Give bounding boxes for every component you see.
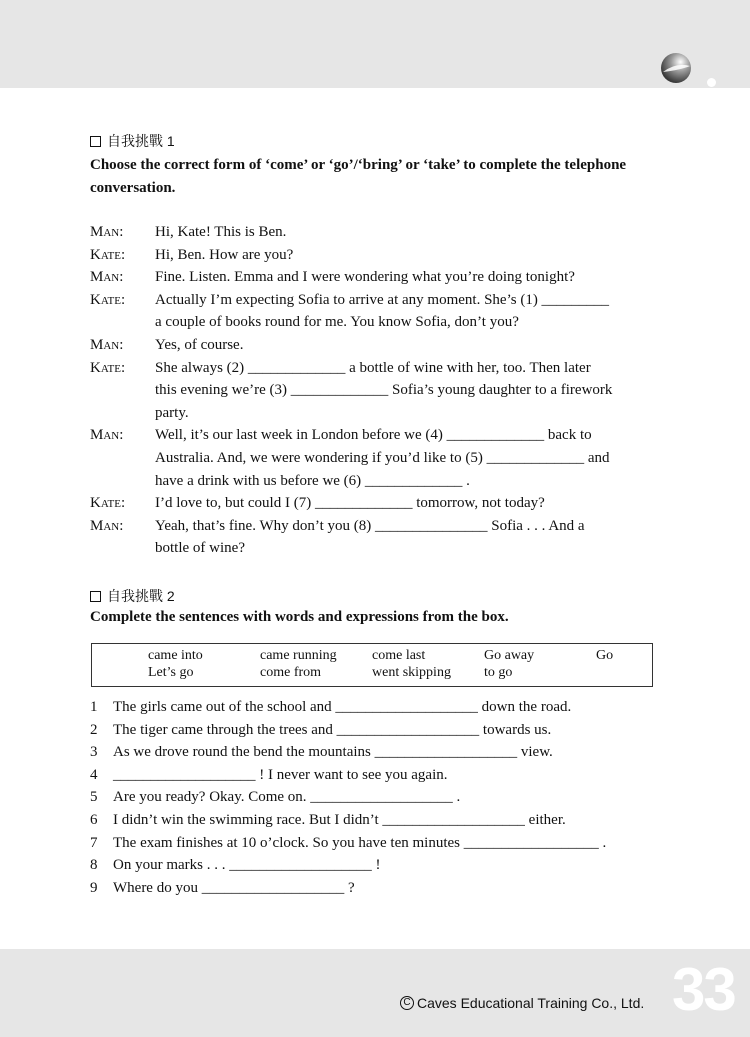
task2-instruction: Complete the sentences with words and expressions from the box. xyxy=(90,609,509,625)
dialogue-line xyxy=(90,402,660,425)
sentence-item xyxy=(90,809,660,832)
sentence-item xyxy=(90,877,660,900)
speaker-label: Kate: xyxy=(90,291,126,308)
sentence-number: 1 xyxy=(90,699,98,715)
speaker-label xyxy=(90,402,155,425)
sentence-text: The girls came out of the school and ___________________ down the road. xyxy=(113,699,572,715)
utterance-text: this evening we’re (3) _____________ Sofia’s young daughter to a firework xyxy=(155,382,613,399)
speaker-label xyxy=(90,447,155,470)
sentence-number: 4 xyxy=(90,766,98,783)
speaker-label: Man: xyxy=(90,269,124,286)
publisher-logo-icon xyxy=(660,52,692,84)
copyright-icon: C xyxy=(400,996,414,1010)
dialogue-line xyxy=(90,447,660,470)
speaker-label: Man: xyxy=(90,517,124,534)
dialogue-line xyxy=(90,515,660,538)
header-band xyxy=(0,0,750,88)
sentence-item xyxy=(90,764,660,787)
sentence-text: The tiger came through the trees and ___________________ towards us. xyxy=(113,721,552,738)
dialogue-line xyxy=(90,334,660,357)
speaker-label: Man: xyxy=(90,224,124,240)
word-box-item: Go xyxy=(596,648,614,663)
sentence-list xyxy=(90,696,660,899)
utterance-text: Hi, Kate! This is Ben. xyxy=(155,224,287,240)
checkbox-icon xyxy=(90,136,101,147)
word-box-item: came running xyxy=(260,648,337,663)
dialogue-line xyxy=(90,424,660,447)
word-box-item: went skipping xyxy=(372,665,451,680)
sentence-item xyxy=(90,719,660,742)
utterance-text: Hi, Ben. How are you? xyxy=(155,246,294,263)
dialogue-line xyxy=(90,266,660,289)
speaker-label: Kate: xyxy=(90,495,126,512)
sentence-number: 7 xyxy=(90,834,98,851)
dialogue-line xyxy=(90,470,660,493)
dialogue-line xyxy=(90,221,660,244)
speaker-label: Kate: xyxy=(90,246,126,263)
utterance-text: I’d love to, but could I (7) _____________ tomorrow, not today? xyxy=(155,495,545,512)
sentence-text: I didn’t win the swimming race. But I didn’t ___________________ either. xyxy=(113,811,566,828)
dialogue-line xyxy=(90,492,660,515)
sentence-text: Are you ready? Okay. Come on. ___________________ . xyxy=(113,789,461,806)
task1-heading xyxy=(90,131,175,151)
task1-instruction: Choose the correct form of ‘come’ or ‘go’/‘bring’ or ‘take’ to complete the telephone conversation. xyxy=(90,157,627,196)
sentence-number: 5 xyxy=(90,789,98,806)
utterance-text: Fine. Listen. Emma and I were wondering what you’re doing tonight? xyxy=(155,269,575,286)
speaker-label xyxy=(90,379,155,402)
speaker-label: Man: xyxy=(90,336,124,353)
dialogue-line xyxy=(90,357,660,380)
utterance-text: a couple of books round for me. You know Sofia, don’t you? xyxy=(155,314,519,331)
sentence-text: Where do you ___________________ ? xyxy=(113,879,355,896)
sentence-text: ___________________ ! I never want to see you again. xyxy=(113,766,448,783)
dialogue-line xyxy=(90,311,660,334)
task2-heading-text: 自我挑戰 2 xyxy=(107,588,175,604)
utterance-text: Well, it’s our last week in London before we (4) _____________ back to xyxy=(155,427,592,444)
sentence-item xyxy=(90,741,660,764)
word-box-item: come last xyxy=(372,648,426,663)
word-box xyxy=(91,643,653,687)
sentence-number: 8 xyxy=(90,857,98,874)
word-box-item: to go xyxy=(484,665,513,680)
speaker-label: Kate: xyxy=(90,359,126,376)
word-box-item: came into xyxy=(148,648,203,663)
sentence-item xyxy=(90,832,660,855)
sentence-number: 3 xyxy=(90,744,98,761)
sentence-number: 6 xyxy=(90,811,98,828)
utterance-text: She always (2) _____________ a bottle of wine with her, too. Then later xyxy=(155,359,591,376)
dialogue-line xyxy=(90,537,660,560)
sentence-item xyxy=(90,696,660,719)
utterance-text: party. xyxy=(155,404,189,421)
task2-heading xyxy=(90,586,175,606)
page-number: 33 xyxy=(672,956,735,1023)
dialogue-line xyxy=(90,289,660,312)
logo-dot xyxy=(707,78,716,87)
dialogue xyxy=(90,221,660,560)
sentence-number: 9 xyxy=(90,879,98,896)
dialogue-line xyxy=(90,379,660,402)
speaker-label xyxy=(90,311,155,334)
utterance-text: Yeah, that’s fine. Why don’t you (8) _______________ Sofia . . . And a xyxy=(155,517,585,534)
utterance-text: have a drink with us before we (6) _____________ . xyxy=(155,472,470,489)
word-box-item: Let’s go xyxy=(148,665,194,680)
sentence-text: On your marks . . . ___________________ ! xyxy=(113,857,381,874)
footer-band xyxy=(0,949,750,1037)
sentence-number: 2 xyxy=(90,721,98,738)
utterance-text: Yes, of course. xyxy=(155,336,244,353)
task1-heading-text: 自我挑戰 1 xyxy=(107,133,175,149)
speaker-label: Man: xyxy=(90,427,124,444)
footer xyxy=(400,995,644,1011)
speaker-label xyxy=(90,537,155,560)
word-box-item: come from xyxy=(260,665,322,680)
sentence-text: The exam finishes at 10 o’clock. So you have ten minutes __________________ . xyxy=(113,834,607,851)
dialogue-line xyxy=(90,244,660,267)
publisher-name: Caves Educational Training Co., Ltd. xyxy=(417,995,645,1011)
utterance-text: bottle of wine? xyxy=(155,540,245,557)
checkbox-icon xyxy=(90,591,101,602)
sentence-item xyxy=(90,786,660,809)
sentence-item xyxy=(90,854,660,877)
word-box-item: Go away xyxy=(484,648,535,663)
utterance-text: Actually I’m expecting Sofia to arrive at any moment. She’s (1) _________ xyxy=(155,291,610,308)
speaker-label xyxy=(90,470,155,493)
utterance-text: Australia. And, we were wondering if you’d like to (5) _____________ and xyxy=(155,449,610,466)
sentence-text: As we drove round the bend the mountains ___________________ view. xyxy=(113,744,553,761)
